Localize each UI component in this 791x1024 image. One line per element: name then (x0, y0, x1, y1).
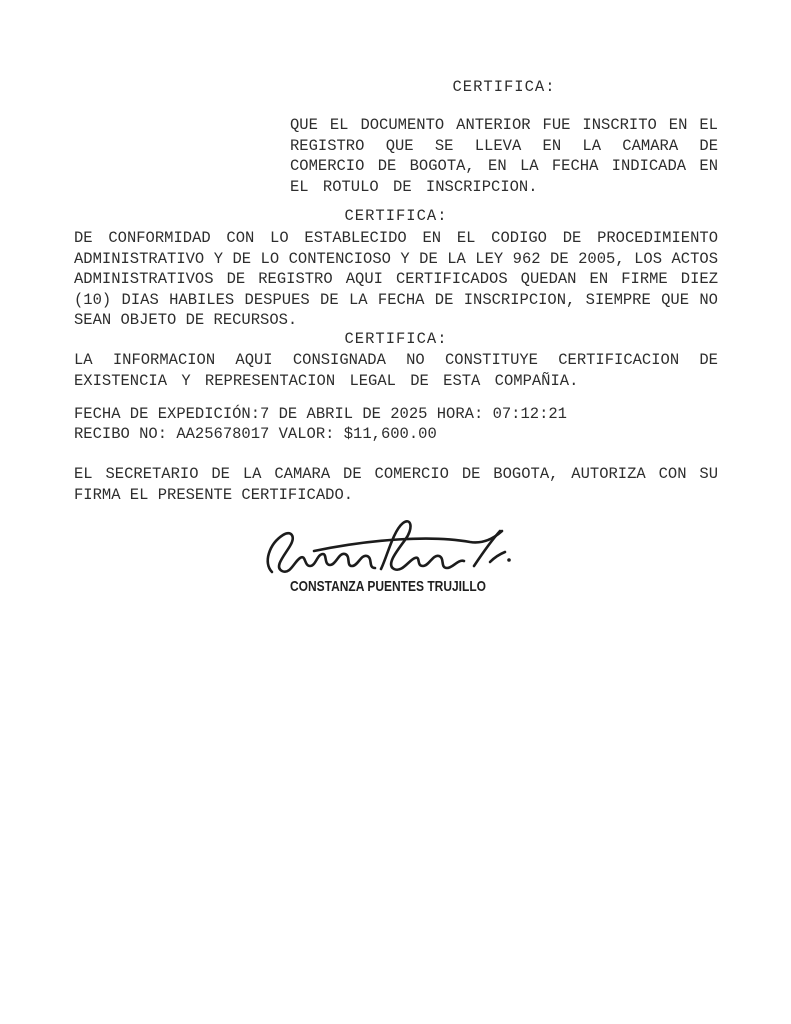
receipt-line: RECIBO NO: AA25678017 VALOR: $11,600.00 (74, 425, 437, 443)
paragraph-line: ADMINISTRATIVOS DE REGISTRO AQUI CERTIFICADOS QUEDAN EN FIRME DIEZ (74, 270, 718, 288)
certifica-heading-2: CERTIFICA: (344, 207, 448, 225)
paragraph-registration (290, 115, 718, 197)
expedition-date-line: FECHA DE EXPEDICIÓN:7 DE ABRIL DE 2025 HORA: 07:12:21 (74, 405, 567, 423)
paragraph-line: DE CONFORMIDAD CON LO ESTABLECIDO EN EL CODIGO DE PROCEDIMIENTO (74, 229, 718, 247)
paragraph-line: EL ROTULO DE INSCRIPCION. (290, 177, 538, 196)
certifica-heading-3: CERTIFICA: (344, 330, 448, 348)
paragraph-line: SEAN OBJETO DE RECURSOS. (74, 311, 298, 329)
paragraph-line: FIRMA EL PRESENTE CERTIFICADO. (74, 485, 354, 504)
paragraph-line: REGISTRO QUE SE LLEVA EN LA CAMARA DE (290, 136, 718, 155)
paragraph-line: COMERCIO DE BOGOTA, EN LA FECHA INDICADA EN (290, 157, 718, 175)
signature-period-dot (507, 558, 511, 562)
paragraph-firmness (74, 228, 718, 331)
paragraph-line: EL SECRETARIO DE LA CAMARA DE COMERCIO DE BOGOTA, AUTORIZA CON SU (74, 465, 718, 483)
signature-block (262, 516, 514, 595)
paragraph-disclaimer (74, 350, 718, 391)
paragraph-line: EXISTENCIA Y REPRESENTACION LEGAL DE ESTA COMPAÑIA. (74, 371, 579, 390)
handwritten-signature-image (262, 516, 514, 578)
paragraph-line: QUE EL DOCUMENTO ANTERIOR FUE INSCRITO EN EL (290, 116, 718, 134)
paragraph-line: ADMINISTRATIVO Y DE LO CONTENCIOSO Y DE LA LEY 962 DE 2005, LOS ACTOS (74, 249, 718, 268)
paragraph-line: (10) DIAS HABILES DESPUES DE LA FECHA DE INSCRIPCION, SIEMPRE QUE NO (74, 290, 718, 309)
paragraph-closing (74, 464, 718, 505)
certifica-heading-1: CERTIFICA: (452, 78, 556, 96)
signatory-name: CONSTANZA PUENTES TRUJILLO (289, 578, 486, 595)
paragraph-line: LA INFORMACION AQUI CONSIGNADA NO CONSTITUYE CERTIFICACION DE (74, 351, 718, 369)
